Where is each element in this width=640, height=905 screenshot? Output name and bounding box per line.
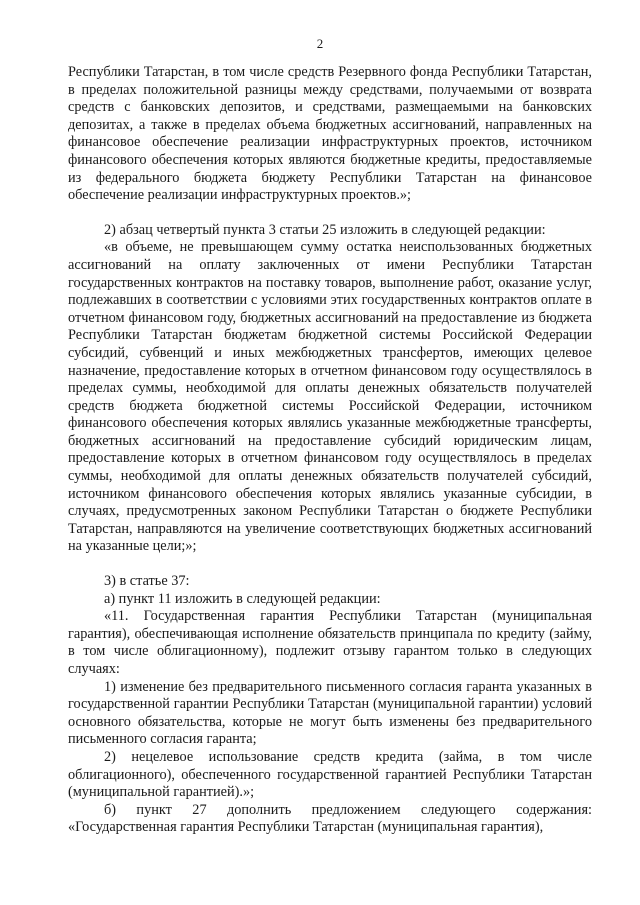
paragraph-quote-article-25: «в объеме, не превышающем сумму остатка неиспользованных бюджетных ассигнований на оплату заключенных от имени Республики Татарстан государственных контрактов на поставку товаров, выполнение работ, оказание услуг, подлежавших в соответствии с условиями этих государственных контрактов оплате в отчетном финансовом году, бюджетных ассигнований на предоставление из бюджета Республики Татарстан бюджетам бюджетной системы Российской Федерации субсидий, субвенций и иных межбюджетных трансфертов, имеющих целевое назначение, предоставление которых в отчетном финансовом году осуществлялось в пределах суммы, необходимой для оплаты денежных обязательств получателей средств бюджета бюджетной системы Российской Федерации, источником финансового обеспечения которых являлись указанные межбюджетные трансферты, бюджетных ассигнований на предоставление субсидий юридическим лицам, предоставление которых в отчетном финансовом году осуществлялось в пределах суммы, необходимой для оплаты денежных обязательств получателей субсидий, источником финансового обеспечения которых являлись указанные субсидии, в случаях, предусмотренных законом Республики Татарстан о бюджете Республики Татарстан, направляются на увеличение соответствующих бюджетных ассигнований на указанные цели;»; <box>68 239 592 555</box>
page-number: 2 <box>316 36 324 51</box>
paragraph-case-1: 1) изменение без предварительного письменного согласия гаранта указанных в государственной гарантии Республики Татарстан (муниципальной гарантии) условий основного обязательства, которые не могут быть изменены без предварительного письменного согласия гаранта; <box>68 678 592 748</box>
paragraph-continuation: Республики Татарстан, в том числе средств Резервного фонда Республики Татарстан, в пределах положительной разницы между средствами, получаемыми от возврата средств с банковских депозитов, и средствами, размещаемыми на банковских депозитах, а также в пределах объема бюджетных ассигнований, направленных на финансовое обеспечение реализации инфраструктурных проектов, источником финансового обеспечения которых являются бюджетные кредиты, предоставляемые из федерального бюджета бюджету Республики Татарстан на финансовое обеспечение реализации инфраструктурных проектов.»; <box>68 64 592 204</box>
paragraph-case-2: 2) нецелевое использование средств кредита (займа, в том числе облигационного), обеспеченного государственной гарантией Республики Татарстан (муниципальной гарантией).»; <box>68 748 592 801</box>
paragraph-quote-point-11: «11. Государственная гарантия Республики Татарстан (муниципальная гарантия), обеспечивающая исполнение обязательств принципала по кредиту (займу, в том числе облигационному), подлежит отзыву гарантом только в следующих случаях: <box>68 608 592 677</box>
paragraph-subitem-b: б) пункт 27 дополнить предложением следующего содержания: «Государственная гарантия Республики Татарстан (муниципальная гарантия), <box>68 801 592 836</box>
document-body <box>68 64 592 837</box>
paragraph-item-3: 3) в статье 37: <box>104 573 190 590</box>
paragraph-subitem-a: а) пункт 11 изложить в следующей редакции: <box>104 590 381 607</box>
paragraph-item-2: 2) абзац четвертый пункта 3 статьи 25 изложить в следующей редакции: <box>104 221 546 238</box>
